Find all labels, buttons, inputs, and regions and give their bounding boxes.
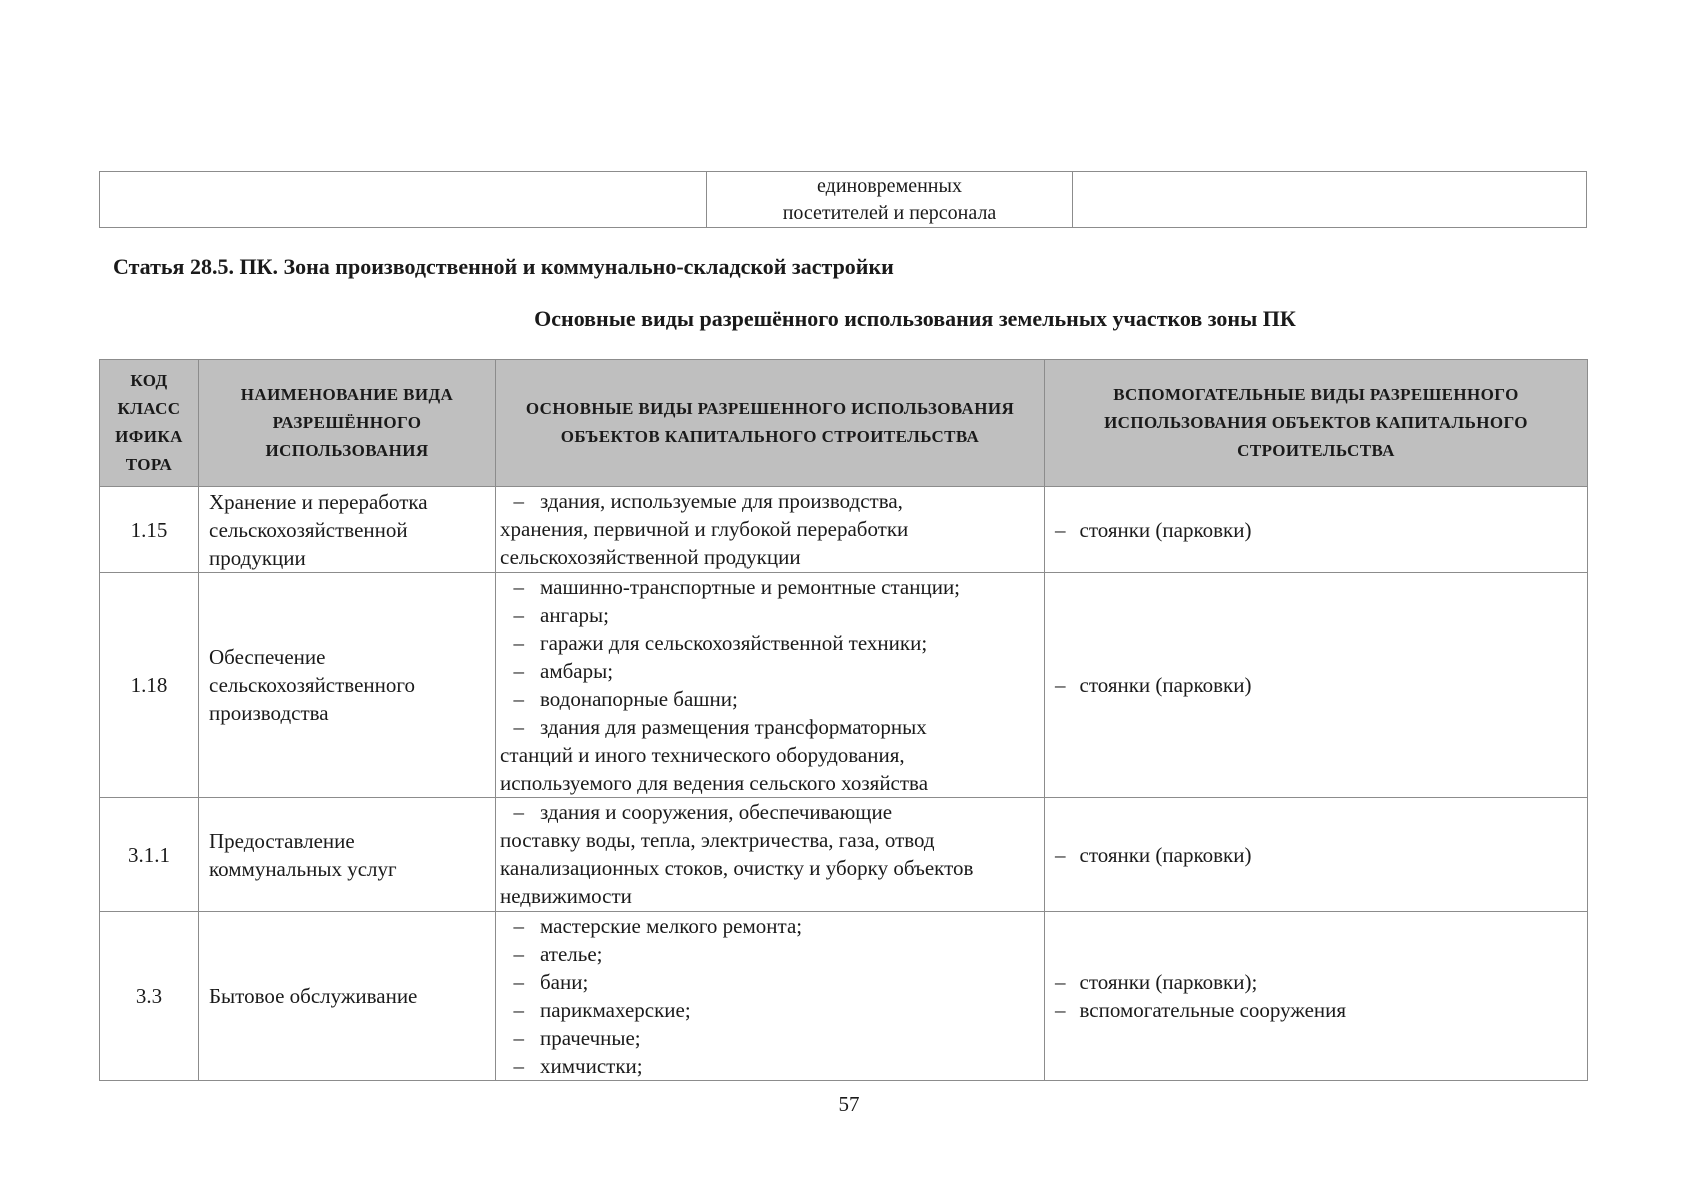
page-number: 57 — [838, 1092, 860, 1116]
list-item: – гаражи для сельскохозяйственной техники; — [513, 631, 928, 655]
cell-aux-uses — [1045, 487, 1588, 573]
cell-text: единовременных — [817, 174, 962, 197]
table-cell — [100, 172, 707, 228]
cell-code: 3.3 — [100, 912, 199, 1081]
dash: – — [1055, 517, 1066, 542]
column-header-name: НАИМЕНОВАНИЕ ВИДА РАЗРЕШЁННОГО ИСПОЛЬЗОВАНИЯ — [199, 360, 496, 487]
list-item: – стоянки (парковки) — [1055, 842, 1252, 867]
list-item: – прачечные; — [513, 1026, 641, 1050]
list-item: – амбары; — [513, 659, 614, 683]
column-header-code: КОД КЛАСС ИФИКА ТОРА — [100, 360, 199, 487]
cell-name: Предоставление коммунальных услуг — [199, 798, 496, 912]
column-header-main: ОСНОВНЫЕ ВИДЫ РАЗРЕШЕННОГО ИСПОЛЬЗОВАНИЯ ОБЪЕКТОВ КАПИТАЛЬНОГО СТРОИТЕЛЬСТВА — [496, 360, 1045, 487]
cell-main-uses — [496, 573, 1045, 798]
table-row — [100, 487, 1588, 573]
dash: – — [513, 489, 524, 513]
list-item: – водонапорные башни; — [513, 687, 738, 711]
cell-code: 3.1.1 — [100, 798, 199, 912]
list-item-continuation: поставку воды, тепла, электричества, газа, отвод канализационных стоков, очистку и уборку объектов недвижимости — [500, 828, 974, 908]
table-row — [100, 798, 1588, 912]
table-cell — [1073, 172, 1587, 228]
cell-aux-uses — [1045, 573, 1588, 798]
cell-code: 1.15 — [100, 487, 199, 573]
cell-aux-uses — [1045, 912, 1588, 1081]
cell-text: посетителей и персонала — [782, 201, 997, 224]
list-item: – мастерские мелкого ремонта; — [513, 914, 803, 938]
cell-name: Хранение и переработка сельскохозяйственной продукции — [199, 487, 496, 573]
cell-aux-uses — [1045, 798, 1588, 912]
list-item: – ангары; — [513, 603, 609, 627]
column-header-aux: ВСПОМОГАТЕЛЬНЫЕ ВИДЫ РАЗРЕШЕННОГО ИСПОЛЬЗОВАНИЯ ОБЪЕКТОВ КАПИТАЛЬНОГО СТРОИТЕЛЬСТВА — [1045, 360, 1588, 487]
table-cell — [707, 172, 1073, 228]
cell-name: Бытовое обслуживание — [199, 912, 496, 1081]
permitted-use-table — [99, 359, 1588, 1081]
list-item: – здания и сооружения, обеспечивающие — [513, 800, 893, 824]
list-item: – вспомогательные сооружения — [1055, 998, 1347, 1022]
table-body — [100, 487, 1588, 1081]
cell-main-uses — [496, 912, 1045, 1081]
table-caption: Основные виды разрешённого использования земельных участков зоны ПК — [534, 306, 1296, 331]
list-item: – стоянки (парковки) — [1055, 673, 1252, 697]
list-item: – здания для размещения трансформаторных — [513, 715, 927, 739]
list-item-continuation: хранения, первичной и глубокой переработки сельскохозяйственной продукции — [500, 517, 909, 569]
list-item: – стоянки (парковки); — [1055, 970, 1258, 994]
cell-main-uses — [496, 798, 1045, 912]
cell-main-uses — [496, 487, 1045, 573]
cell-code: 1.18 — [100, 573, 199, 798]
cell-name: Обеспечение сельскохозяйственного производства — [199, 573, 496, 798]
list-item: – парикмахерские; — [513, 998, 691, 1022]
table-header-row — [100, 360, 1588, 487]
list-item: – машинно-транспортные и ремонтные станции; — [513, 575, 961, 599]
continuation-table — [99, 171, 1587, 228]
list-item: – здания, используемые для производства, — [500, 487, 1040, 515]
article-title: Статья 28.5. ПК. Зона производственной и коммунально-складской застройки — [113, 254, 894, 279]
list-item-continuation: станций и иного технического оборудования, используемого для ведения сельского хозяйства — [500, 743, 929, 795]
list-item: – стоянки (парковки) — [1055, 517, 1252, 542]
table-row — [100, 172, 1587, 228]
list-item: – химчистки; — [513, 1054, 643, 1078]
list-item: – бани; — [513, 970, 589, 994]
table-row — [100, 573, 1588, 798]
table-row — [100, 912, 1588, 1081]
list-item: – ателье; — [513, 942, 603, 966]
